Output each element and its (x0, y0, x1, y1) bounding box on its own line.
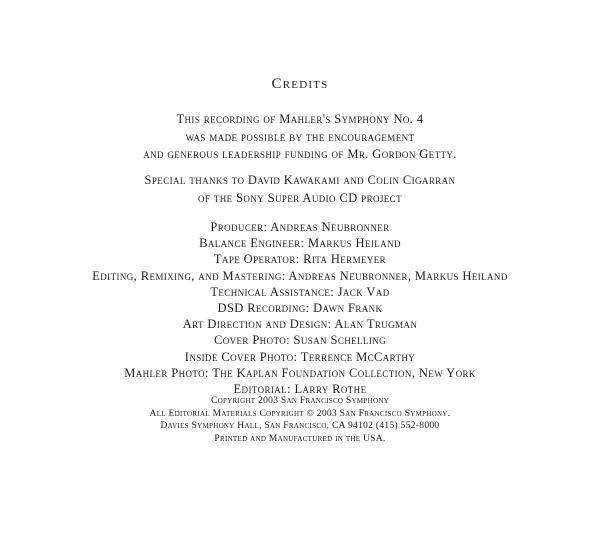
credit-line: Producer: Andreas Neubronner (210, 220, 390, 234)
footer-line: Printed and Manufactured in the USA. (214, 433, 386, 444)
footer-line: Davies Symphony Hall, San Francisco, CA 94102 (415) 552-8000 (160, 421, 440, 431)
thanks-line: Special thanks to David Kawakami and Colin Cigarran (144, 173, 456, 187)
credit-line: Technical Assistance: Jack Vad (210, 284, 390, 299)
thanks-line: of the Sony Super Audio CD project (198, 190, 402, 205)
credit-line: Editing, Remixing, and Mastering: Andreas Neubronner, Markus Heiland (92, 268, 508, 283)
page-title: Credits (271, 76, 329, 92)
credit-line: Mahler Photo: The Kaplan Foundation Collection, New York (124, 365, 476, 380)
thanks-paragraph (0, 172, 600, 207)
intro-line: and generous leadership funding of Mr. Gordon Getty. (143, 147, 457, 161)
copyright-footer (0, 395, 600, 445)
intro-line: This recording of Mahler's Symphony No. 4 (176, 112, 424, 126)
credit-line: Balance Engineer: Markus Heiland (199, 236, 401, 251)
footer-line: Copyright 2003 San Francisco Symphony (210, 396, 390, 406)
intro-paragraph (0, 111, 600, 164)
credits-list (0, 219, 600, 397)
credit-line: Art Direction and Design: Alan Trugman (182, 317, 418, 332)
intro-line: was made possible by the encouragement (185, 129, 415, 144)
footer-line: All Editorial Materials Copyright © 2003 San Francisco Symphony. (149, 408, 451, 419)
credit-line: Inside Cover Photo: Terrence McCarthy (184, 349, 416, 364)
credit-line: DSD Recording: Dawn Frank (217, 301, 383, 316)
credit-line: Cover Photo: Susan Schelling (213, 333, 387, 348)
credit-line: Editorial: Larry Rothe (233, 382, 367, 397)
credit-line: Tape Operator: Rita Hermeyer (213, 252, 387, 267)
